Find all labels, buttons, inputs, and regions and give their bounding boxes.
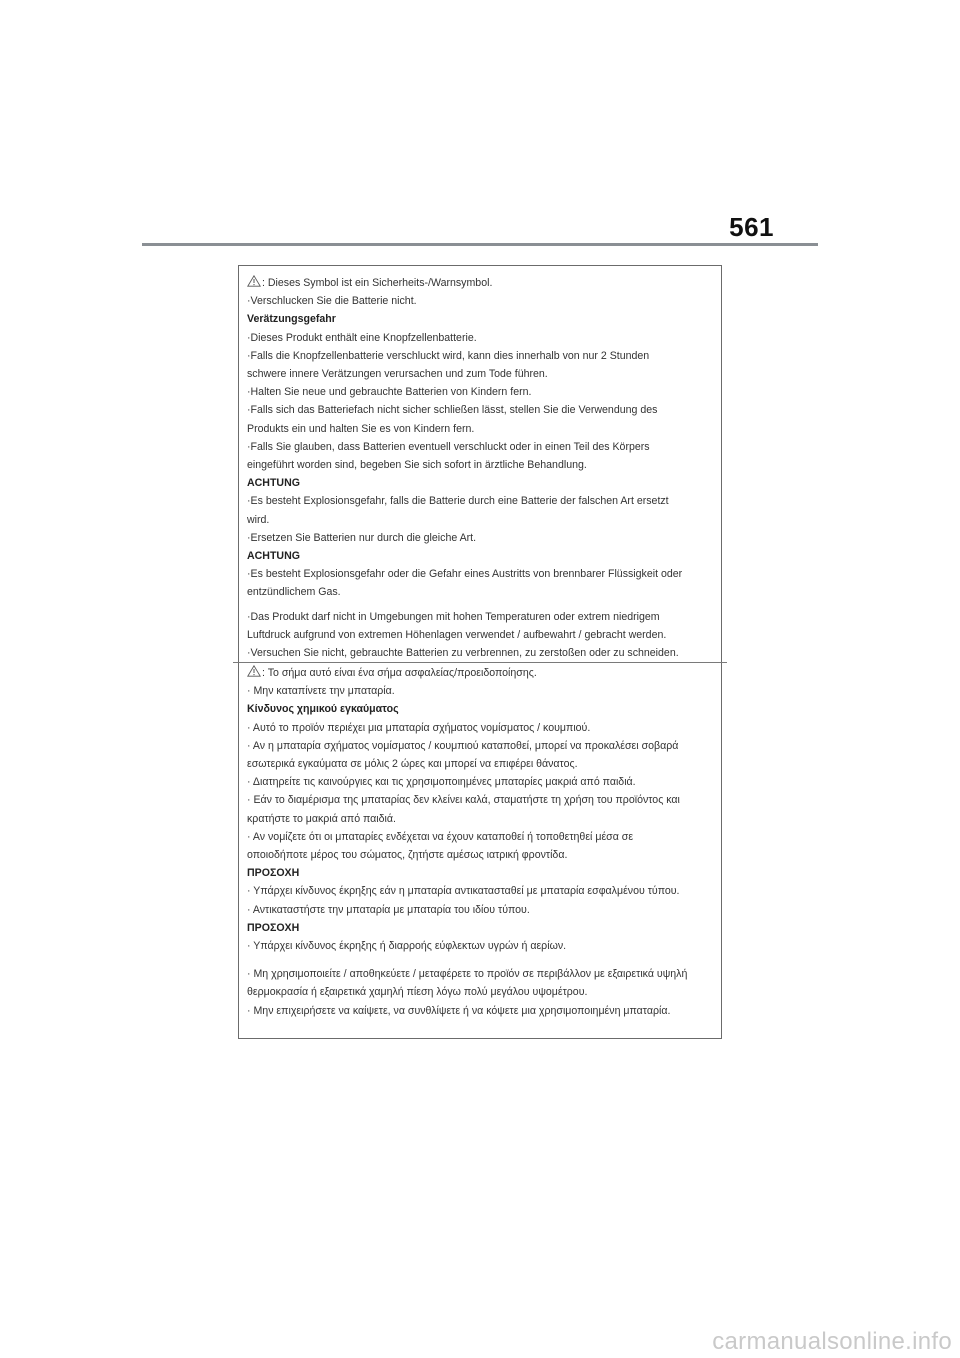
notice-text-line: ·Das Produkt darf nicht in Umgebungen mit hohen Temperaturen oder extrem niedrigem [247,610,660,623]
section-heading: ACHTUNG [247,550,300,563]
notice-text-line: ·Ersetzen Sie Batterien nur durch die gleiche Art. [247,531,477,544]
notice-text-line: θερμοκρασία ή εξαιρετικά χαμηλή πίεση λόγω πολύ μεγάλου υψομέτρου. [247,986,588,999]
german-symbol-text: : Dieses Symbol ist ein Sicherheits-/Warnsymbol. [262,277,493,289]
notice-text-line: · Διατηρείτε τις καινούργιες και τις χρησιμοποιημένες μπαταρίες μακριά από παιδιά. [247,776,636,789]
notice-text-line: · Μην επιχειρήσετε να καίψετε, να συνθλίψετε ή να κόψετε μια χρησιμοποιημένη μπαταρία. [247,1004,671,1017]
german-warning-section [247,274,717,662]
notice-text-line: ·Halten Sie neue und gebrauchte Batterien von Kindern fern. [247,386,532,399]
notice-text-line: Produkts ein und halten Sie es von Kindern fern. [247,422,475,435]
notice-text-line: ·Falls Sie glauben, dass Batterien eventuell verschluckt oder in einen Teil des Körpers [247,440,650,453]
notice-text-line: ·Versuchen Sie nicht, gebrauchte Batterien zu verbrennen, zu zerstoßen oder zu schneiden. [247,647,679,660]
notice-text-line: ·Falls die Knopfzellenbatterie verschluckt wird, kann dies innerhalb von nur 2 Stunden [247,349,650,362]
section-heading: Κίνδυνος χημικού εγκαύματος [247,703,399,716]
section-heading: ΠΡΟΣΟΧΗ [247,867,300,880]
notice-text-line: wird. [247,513,270,526]
notice-text-line: · Υπάρχει κίνδυνος έκρηξης εάν η μπαταρία αντικατασταθεί με μπαταρία εσφαλμένου τύπου. [247,885,680,898]
greek-symbol-line [247,664,717,682]
section-divider [233,662,727,663]
warning-triangle-icon [247,275,261,287]
notice-text-line: · Εάν το διαμέρισμα της μπαταρίας δεν κλείνει καλά, σταματήστε τη χρήση του προϊόντος και [247,794,680,807]
notice-text-line: ·Es besteht Explosionsgefahr, falls die Batterie durch eine Batterie der falschen Art ersetzt [247,495,669,508]
german-symbol-line [247,274,717,292]
notice-text-line: ·Verschlucken Sie die Batterie nicht. [247,295,417,308]
notice-text-line: · Αν η μπαταρία σχήματος νομίσματος / κουμπιού καταποθεί, μπορεί να προκαλέσει σοβαρά [247,739,679,752]
notice-text-line: ·Falls sich das Batteriefach nicht sicher schließen lässt, stellen Sie die Verwendung des [247,404,658,417]
header-rule [142,243,818,246]
notice-text-line: schwere innere Verätzungen verursachen und zum Tode führen. [247,368,548,381]
notice-text-line: κρατήστε το μακριά από παιδιά. [247,812,396,825]
notice-text-line: ·Dieses Produkt enthält eine Knopfzellenbatterie. [247,331,477,344]
german-text-lines [247,292,717,662]
greek-warning-section [247,664,717,1020]
greek-symbol-text: : Το σήμα αυτό είναι ένα σήμα ασφαλείας/προειδοποίησης. [262,667,537,679]
section-heading: Verätzungsgefahr [247,313,336,326]
notice-text-line: Luftdruck aufgrund von extremen Höhenlagen verwendet / aufbewahrt / gebracht werden. [247,628,667,641]
notice-text-line: εσωτερικά εγκαύματα σε μόλις 2 ώρες και μπορεί να επιφέρει θάνατος. [247,758,578,771]
warning-triangle-icon [247,665,261,677]
notice-text-line: · Αυτό το προϊόν περιέχει μια μπαταρία σχήματος νομίσματος / κουμπιού. [247,721,591,734]
greek-text-lines [247,682,717,1020]
battery-safety-notice [238,265,722,1039]
section-heading: ΠΡΟΣΟΧΗ [247,921,300,934]
notice-text-line: ·Es besteht Explosionsgefahr oder die Gefahr eines Austritts von brennbarer Flüssigkeit oder [247,568,683,581]
notice-text-line: · Μην καταπίνετε την μπαταρία. [247,685,395,698]
watermark-logo: carmanualsonline.info [712,1328,952,1355]
page-number: 561 [729,212,774,242]
notice-text-line: · Υπάρχει κίνδυνος έκρηξης ή διαρροής εύφλεκτων υγρών ή αερίων. [247,940,567,953]
notice-text-line: · Αν νομίζετε ότι οι μπαταρίες ενδέχεται να έχουν καταποθεί ή τοποθετηθεί μέσα σε [247,830,634,843]
notice-text-line: eingeführt worden sind, begeben Sie sich sofort in ärztliche Behandlung. [247,459,587,472]
notice-text-line: οποιοδήποτε μέρος του σώματος, ζητήστε αμέσως ιατρική φροντίδα. [247,849,568,862]
notice-text-line: · Αντικαταστήστε την μπαταρία με μπαταρία του ιδίου τύπου. [247,903,530,916]
section-heading: ACHTUNG [247,477,300,490]
notice-text-line: · Μη χρησιμοποιείτε / αποθηκεύετε / μεταφέρετε το προϊόν σε περιβάλλον με εξαιρετικά υψηλή [247,968,688,981]
notice-text-line: entzündlichem Gas. [247,586,341,599]
